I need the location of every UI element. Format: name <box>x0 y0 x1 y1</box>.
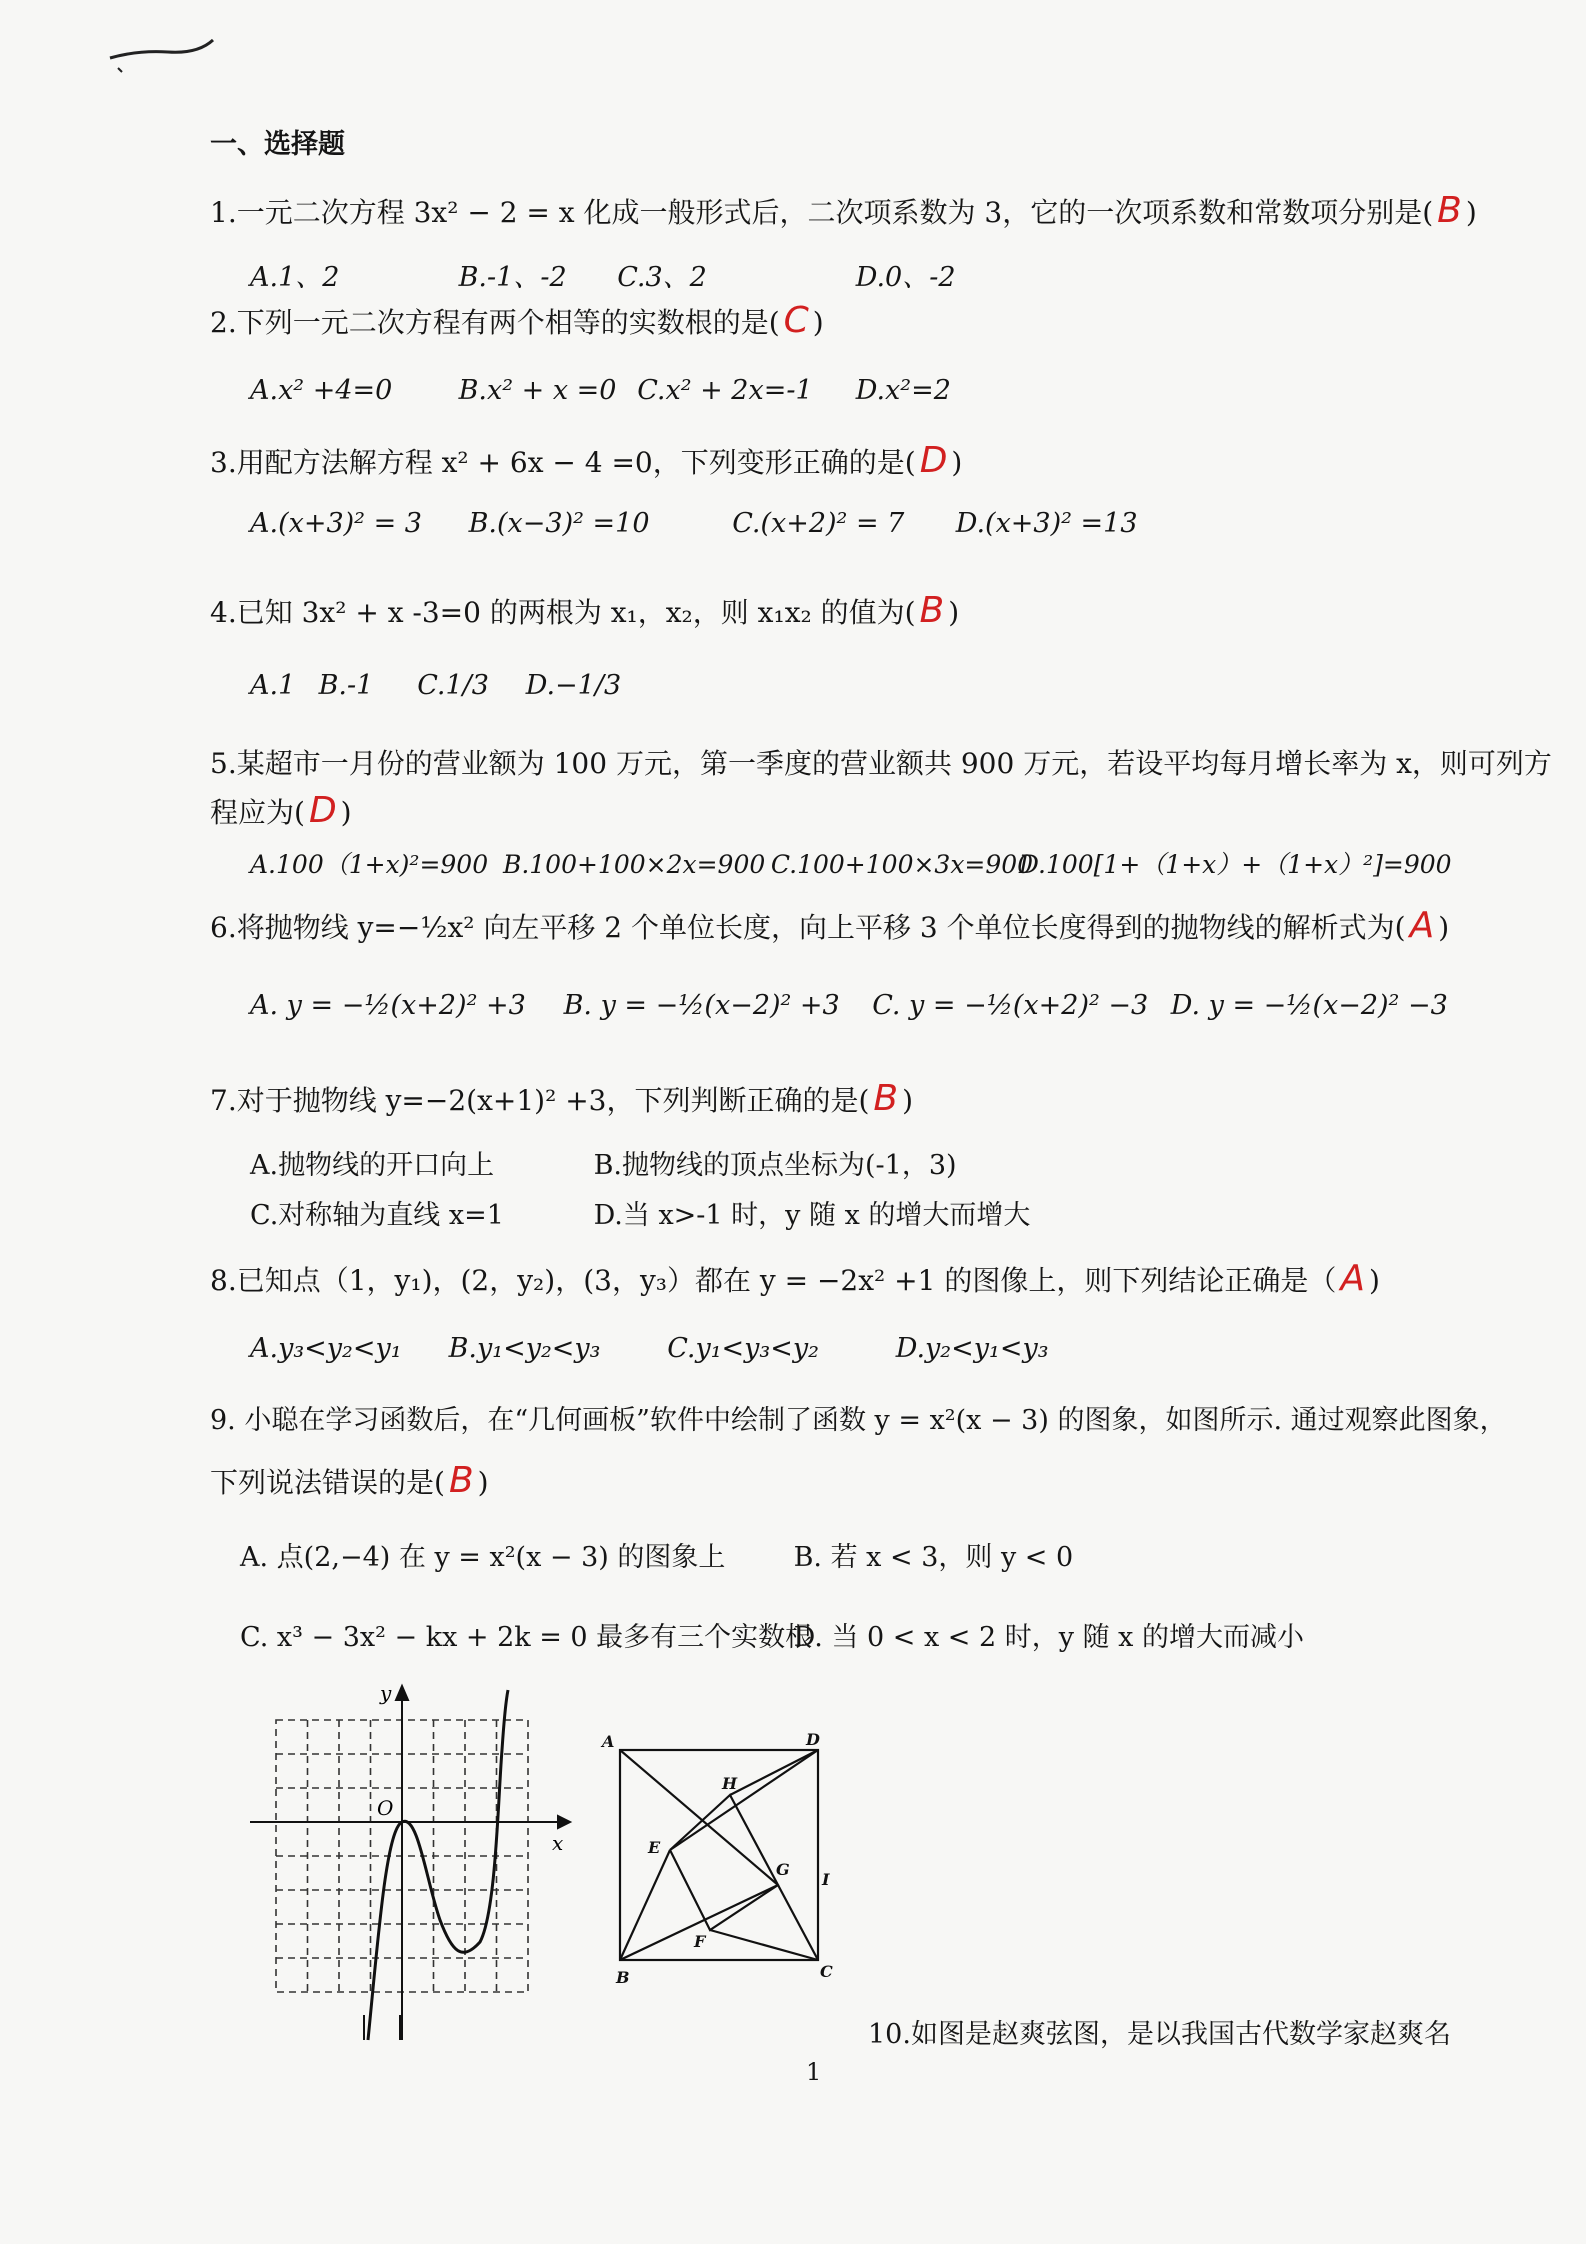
q1-option-a: A.1、2 <box>250 262 340 293</box>
q6-option-c: C. y = −½(x+2)² −3 <box>872 990 1149 1021</box>
question-9-answer: B <box>448 1460 474 1501</box>
q9-option-c: C. x³ − 3x² − kx + 2k = 0 最多有三个实数根 <box>240 1622 813 1653</box>
q8-option-a: A.y₃<y₂<y₁ <box>250 1333 402 1364</box>
graph-x-label: x <box>552 1831 564 1855</box>
question-5-answer: D <box>308 790 337 831</box>
question-8-options <box>250 1333 1049 1364</box>
question-7-options-row2 <box>250 1193 1030 1232</box>
label-i: I <box>822 1870 830 1889</box>
label-c: C <box>820 1962 833 1981</box>
question-5-tail: ) <box>340 796 352 829</box>
q2-option-b: B.x² + x =0 <box>458 375 617 406</box>
question-4-tail: ) <box>948 596 960 629</box>
question-9-options-row1 <box>240 1535 1073 1574</box>
q7-option-a: A.抛物线的开口向上 <box>250 1150 495 1181</box>
question-4-answer: B <box>919 590 945 631</box>
question-3-tail: ) <box>951 446 963 479</box>
question-4 <box>210 590 959 631</box>
question-6 <box>210 905 1449 946</box>
line-c-f <box>710 1930 818 1960</box>
line-a-g <box>620 1750 778 1885</box>
question-8-stem: 8.已知点（1，y₁)，(2，y₂)，(3，y₃）都在 y = −2x² +1 的图像上，则下列结论正确是（ <box>210 1264 1337 1297</box>
question-7-options-row1 <box>250 1143 957 1182</box>
question-9-line2 <box>210 1460 489 1501</box>
question-4-options <box>250 670 621 701</box>
q4-option-d: D.−1/3 <box>525 670 622 701</box>
question-10-start: 10.如图是赵爽弦图，是以我国古代数学家赵爽名 <box>868 2019 1451 2050</box>
question-2-stem: 2.下列一元二次方程有两个相等的实数根的是( <box>210 306 780 339</box>
q4-option-a: A.1 <box>250 670 296 701</box>
graph-axes <box>250 1686 570 2040</box>
label-h: H <box>722 1774 738 1793</box>
q6-option-d: D. y = −½(x−2)² −3 <box>1170 990 1448 1021</box>
question-2 <box>210 300 824 341</box>
question-6-answer: A <box>1409 905 1435 946</box>
q8-option-d: D.y₂<y₁<y₃ <box>895 1333 1049 1364</box>
line-g-c <box>778 1885 818 1960</box>
q9-option-d: D. 当 0 < x < 2 时，y 随 x 的增大而减小 <box>793 1622 1304 1653</box>
q3-option-c: C.(x+2)² = 7 <box>732 508 905 539</box>
question-1-options <box>250 255 956 294</box>
question-8-tail: ) <box>1368 1264 1380 1297</box>
line-d-h <box>730 1750 818 1795</box>
q6-option-a: A. y = −½(x+2)² +3 <box>250 990 526 1021</box>
question-2-tail: ) <box>812 306 824 339</box>
pen-scribble <box>108 28 218 78</box>
question-6-stem: 6.将抛物线 y=−½x² 向左平移 2 个单位长度，向上平移 3 个单位长度得到的抛物线的解析式为( <box>210 911 1406 944</box>
q8-option-b: B.y₁<y₂<y₃ <box>448 1333 601 1364</box>
page-number: 1 <box>806 2058 822 2086</box>
q1-option-d: D.0、-2 <box>855 262 956 293</box>
q4-option-b: B.-1 <box>318 670 374 701</box>
line-b-e <box>620 1850 670 1960</box>
label-d: D <box>806 1730 820 1749</box>
section-title: 一、选择题 <box>210 129 345 160</box>
question-6-options <box>250 990 1448 1021</box>
q9-option-b: B. 若 x < 3，则 y < 0 <box>793 1542 1074 1573</box>
question-5-stem2: 程应为( <box>210 796 305 829</box>
q2-option-d: D.x²=2 <box>855 375 951 406</box>
q4-option-c: C.1/3 <box>417 670 489 701</box>
q5-option-b: B.100+100×2x=900 <box>502 850 766 879</box>
line-d-e <box>670 1750 818 1850</box>
question-1-tail: ) <box>1465 196 1477 229</box>
question-8-answer: A <box>1340 1258 1365 1299</box>
question-1 <box>210 190 1477 231</box>
question-5-stem: 5.某超市一月份的营业额为 100 万元，第一季度的营业额共 900 万元，若设平均每月增长率为 x，则可列方 <box>210 747 1552 780</box>
q8-option-c: C.y₁<y₃<y₂ <box>667 1333 819 1364</box>
label-e: E <box>648 1838 661 1857</box>
q2-option-a: A.x² +4=0 <box>250 375 393 406</box>
question-5 <box>210 742 1552 782</box>
graph-origin-label: O <box>377 1796 394 1820</box>
q3-option-a: A.(x+3)² = 3 <box>250 508 422 539</box>
q5-option-a: A.100（1+x)²=900 <box>250 850 489 879</box>
question-7-stem: 7.对于抛物线 y=−2(x+1)² +3，下列判断正确的是( <box>210 1084 870 1117</box>
question-9-tail: ) <box>477 1466 489 1499</box>
question-7 <box>210 1078 913 1119</box>
question-7-answer: B <box>873 1078 899 1119</box>
question-3-options <box>250 508 1138 539</box>
q5-option-d: D.100[1+（1+x）+（1+x）²]=900 <box>1018 850 1452 879</box>
label-a: A <box>602 1732 615 1751</box>
graph-y-label: y <box>380 1681 392 1705</box>
q1-option-c: C.3、2 <box>617 262 707 293</box>
question-1-stem: 1.一元二次方程 3x² − 2 = x 化成一般形式后，二次项系数为 3，它的一次项系数和常数项分别是( <box>210 196 1434 229</box>
graph-curve <box>368 1690 508 2040</box>
q9-option-a: A. 点(2,−4) 在 y = x²(x − 3) 的图象上 <box>240 1542 726 1573</box>
q7-option-c: C.对称轴为直线 x=1 <box>250 1200 504 1231</box>
question-8 <box>210 1258 1380 1299</box>
q7-option-d: D.当 x>-1 时，y 随 x 的增大而增大 <box>593 1200 1031 1231</box>
question-9 <box>210 1398 1507 1437</box>
chord-diagram <box>590 1725 850 1995</box>
question-3-answer: D <box>919 440 948 481</box>
function-graph <box>240 1680 580 2050</box>
question-9-stem: 9. 小聪在学习函数后，在“几何画板”软件中绘制了函数 y = x²(x − 3) 的图象，如图所示. 通过观察此图象， <box>210 1405 1507 1436</box>
question-2-answer: C <box>783 300 809 341</box>
q7-option-b: B.抛物线的顶点坐标为(-1，3) <box>593 1150 957 1181</box>
label-f: F <box>694 1932 706 1951</box>
question-3-stem: 3.用配方法解方程 x² + 6x − 4 =0，下列变形正确的是( <box>210 446 916 479</box>
question-3 <box>210 440 962 481</box>
question-9-options-row2 <box>240 1615 1304 1654</box>
label-b: B <box>616 1968 630 1987</box>
q6-option-b: B. y = −½(x−2)² +3 <box>563 990 840 1021</box>
q5-option-c: C.100+100×3x=900 <box>770 850 1034 879</box>
q3-option-b: B.(x−3)² =10 <box>468 508 650 539</box>
q2-option-c: C.x² + 2x=-1 <box>637 375 813 406</box>
label-g: G <box>776 1860 790 1879</box>
q1-option-b: B.-1、-2 <box>458 262 567 293</box>
q3-option-d: D.(x+3)² =13 <box>955 508 1138 539</box>
question-4-stem: 4.已知 3x² + x -3=0 的两根为 x₁，x₂，则 x₁x₂ 的值为( <box>210 596 916 629</box>
question-1-answer: B <box>1437 190 1462 231</box>
question-6-tail: ) <box>1438 911 1450 944</box>
question-7-tail: ) <box>902 1084 914 1117</box>
question-5-line2 <box>210 790 352 831</box>
question-9-stem2: 下列说法错误的是( <box>210 1466 445 1499</box>
question-2-options <box>250 375 951 406</box>
question-5-options <box>250 845 1452 881</box>
